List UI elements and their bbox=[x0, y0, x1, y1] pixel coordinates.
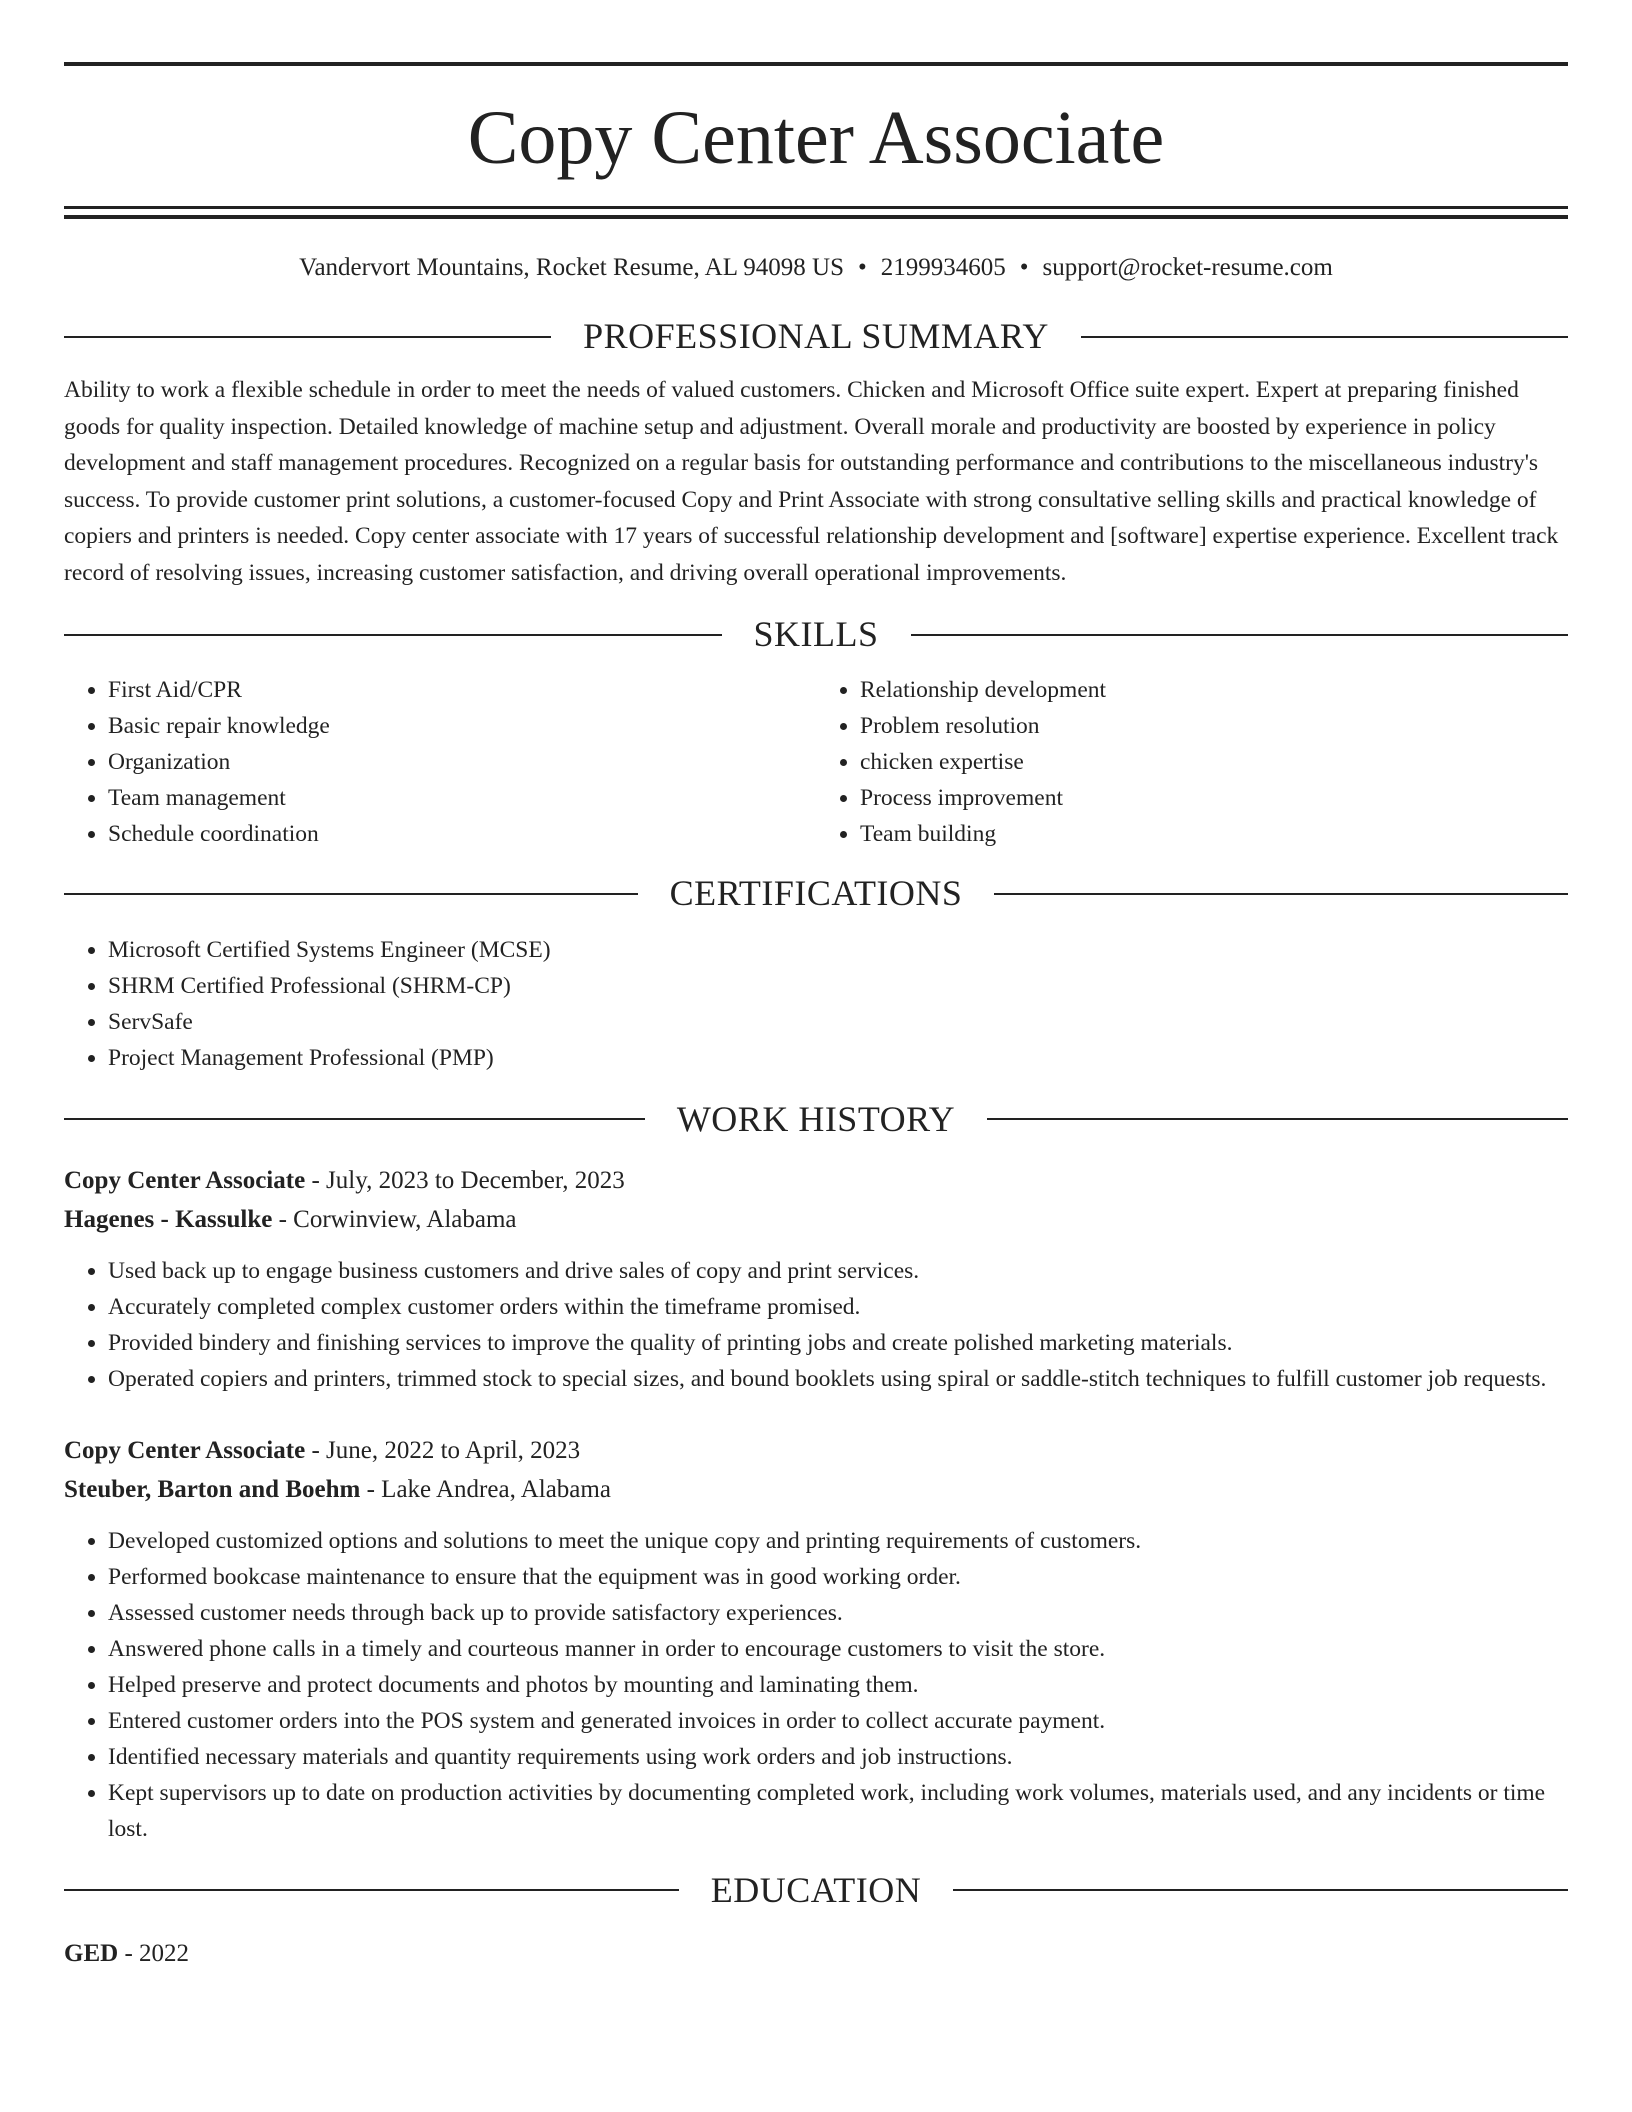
job-bullet: • Accurately completed complex customer orders within the timeframe promised. bbox=[108, 1289, 1568, 1325]
job-dates: - July, 2023 to December, 2023 bbox=[305, 1166, 625, 1194]
contact-address: Vandervort Mountains, Rocket Resume, AL 94098 US bbox=[299, 254, 845, 281]
job-bullet: • Entered customer orders into the POS system and generated invoices in order to collect accurate payment. bbox=[108, 1703, 1568, 1739]
certification-item: • Microsoft Certified Systems Engineer (MCSE) bbox=[108, 932, 1568, 968]
job-title-line bbox=[64, 1161, 1568, 1200]
section-heading-skills bbox=[64, 613, 1568, 656]
section-title-education: EDUCATION bbox=[710, 1869, 922, 1910]
contact-phone: 2199934605 bbox=[880, 254, 1006, 281]
job-bullet: • Identified necessary materials and quantity requirements using work orders and job instructions. bbox=[108, 1739, 1568, 1775]
job-title-line bbox=[64, 1431, 1568, 1470]
skill-item: • Basic repair knowledge bbox=[108, 708, 816, 744]
skill-item: • chicken expertise bbox=[860, 744, 1568, 780]
heading-rule-right bbox=[1081, 336, 1568, 338]
heading-rule-left bbox=[64, 1889, 679, 1891]
job-dates: - June, 2022 to April, 2023 bbox=[305, 1436, 581, 1464]
skill-item: • Process improvement bbox=[860, 780, 1568, 816]
job-company-line bbox=[64, 1200, 1568, 1239]
title-double-rule bbox=[64, 206, 1568, 219]
contact-email: support@rocket-resume.com bbox=[1042, 254, 1333, 281]
skill-item: • Schedule coordination bbox=[108, 816, 816, 852]
job-bullet: • Provided bindery and finishing services to improve the quality of printing jobs and create polished marketing materials. bbox=[108, 1325, 1568, 1361]
heading-rule-right bbox=[953, 1889, 1568, 1891]
job-bullets bbox=[64, 1523, 1568, 1847]
skill-item: • Team building bbox=[860, 816, 1568, 852]
job-bullets bbox=[64, 1253, 1568, 1397]
job-bullet: • Performed bookcase maintenance to ensure that the equipment was in good working order. bbox=[108, 1559, 1568, 1595]
section-title-work: WORK HISTORY bbox=[676, 1098, 956, 1139]
section-heading-education bbox=[64, 1869, 1568, 1912]
heading-rule-left bbox=[64, 893, 638, 895]
certification-item: • Project Management Professional (PMP) bbox=[108, 1040, 1568, 1076]
certification-item: • SHRM Certified Professional (SHRM-CP) bbox=[108, 968, 1568, 1004]
section-title-certifications: CERTIFICATIONS bbox=[669, 873, 963, 914]
heading-rule-left bbox=[64, 634, 722, 636]
heading-rule-right bbox=[911, 634, 1569, 636]
job-title: Copy Center Associate bbox=[64, 1166, 306, 1194]
heading-rule-left bbox=[64, 1118, 645, 1120]
job-location: - Corwinview, Alabama bbox=[272, 1205, 517, 1233]
education-entry bbox=[64, 1934, 1568, 1973]
job-bullet: • Assessed customer needs through back up to provide satisfactory experiences. bbox=[108, 1595, 1568, 1631]
contact-line bbox=[64, 253, 1568, 283]
skill-item: • Relationship development bbox=[860, 672, 1568, 708]
contact-separator: • bbox=[858, 254, 867, 281]
job-bullet: • Answered phone calls in a timely and courteous manner in order to encourage customers to visit the store. bbox=[108, 1631, 1568, 1667]
contact-separator: • bbox=[1019, 254, 1029, 281]
resume-title: Copy Center Associate bbox=[467, 96, 1165, 180]
job-company-line bbox=[64, 1470, 1568, 1509]
top-rule bbox=[64, 62, 1568, 66]
education-degree: GED bbox=[64, 1939, 119, 1967]
section-heading-work bbox=[64, 1098, 1568, 1141]
job-title: Copy Center Associate bbox=[64, 1436, 306, 1464]
job-location: - Lake Andrea, Alabama bbox=[360, 1475, 611, 1503]
job-bullet: • Helped preserve and protect documents and photos by mounting and laminating them. bbox=[108, 1667, 1568, 1703]
heading-rule-right bbox=[987, 1118, 1568, 1120]
job-bullet: • Operated copiers and printers, trimmed stock to special sizes, and bound booklets using spiral or saddle-stitch techniques to fulfill customer job requests. bbox=[108, 1361, 1568, 1397]
skills-list-left bbox=[64, 672, 816, 852]
section-title-skills: SKILLS bbox=[753, 614, 879, 655]
section-heading-certifications bbox=[64, 872, 1568, 915]
skill-item: • Team management bbox=[108, 780, 816, 816]
certifications-list bbox=[64, 932, 1568, 1076]
skills-columns bbox=[64, 672, 1568, 852]
section-heading-summary bbox=[64, 315, 1568, 358]
skill-item: • First Aid/CPR bbox=[108, 672, 816, 708]
skill-item: • Organization bbox=[108, 744, 816, 780]
heading-rule-left bbox=[64, 336, 551, 338]
summary-text: Ability to work a flexible schedule in order to meet the needs of valued customers. Chicken and Microsoft Office suite expert. Expert at preparing finished goods for quality inspection. Detailed knowledge of machine setup and adjustment. Overall morale and productivity are boosted by experience in policy development and staff management procedures. Recognized on a regular basis for outstanding performance and contributions to the miscellaneous industry's success. To provide customer print solutions, a customer-focused Copy and Print Associate with strong consultative selling skills and practical knowledge of copiers and printers is needed. Copy center associate with 17 years of successful relationship development and [software] expertise experience. Excellent track record of resolving issues, increasing customer satisfaction, and driving overall operational improvements. bbox=[64, 377, 1559, 586]
job-bullet: • Developed customized options and solutions to meet the unique copy and printing requirements of customers. bbox=[108, 1523, 1568, 1559]
section-title-summary: PROFESSIONAL SUMMARY bbox=[583, 316, 1049, 356]
skill-item: • Problem resolution bbox=[860, 708, 1568, 744]
job-entry bbox=[64, 1431, 1568, 1847]
job-company: Steuber, Barton and Boehm bbox=[64, 1475, 361, 1503]
job-bullet: • Used back up to engage business customers and drive sales of copy and print services. bbox=[108, 1253, 1568, 1289]
education-year: - 2022 bbox=[118, 1939, 190, 1967]
heading-rule-right bbox=[994, 893, 1568, 895]
skills-list-right bbox=[816, 672, 1568, 852]
job-bullet: • Kept supervisors up to date on production activities by documenting completed work, including work volumes, materials used, and any incidents or time lost. bbox=[108, 1775, 1568, 1847]
certification-item: • ServSafe bbox=[108, 1004, 1568, 1040]
job-company: Hagenes - Kassulke bbox=[64, 1205, 273, 1233]
job-entry bbox=[64, 1161, 1568, 1397]
